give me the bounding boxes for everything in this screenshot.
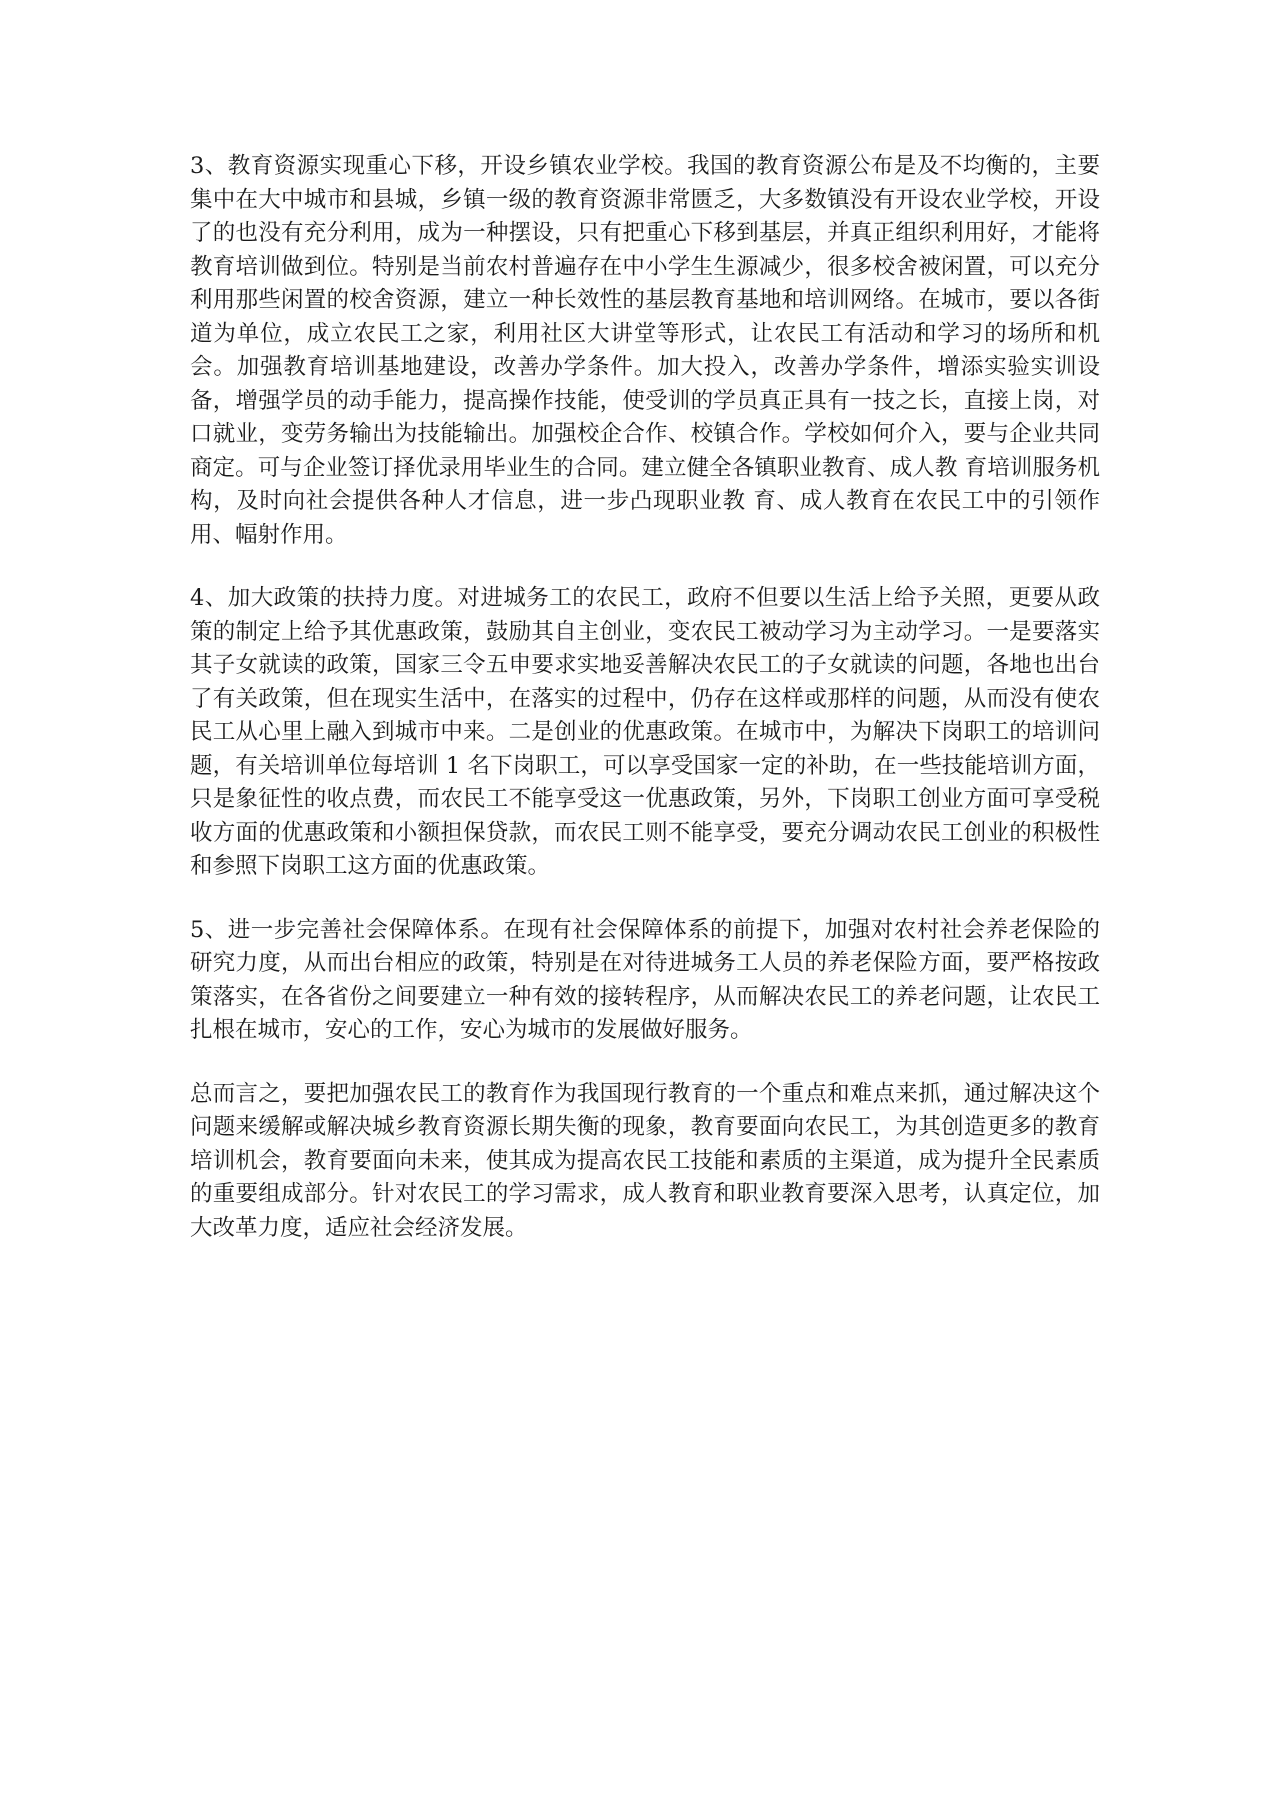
paragraph-4-policy-support: 4、加大政策的扶持力度。对进城务工的农民工，政府不但要以生活上给予关照，更要从政策的制定上给予其优惠政策，鼓励其自主创业，变农民工被动学习为主动学习。一是要落实其子女就读的政策，国家三令五申要求实地妥善解决农民工的子女就读的问题，各地也出台了有关政策，但在现实生活中，在落实的过程中，仍存在这样或那样的问题，从而没有使农民工从心里上融入到城市中来。二是创业的优惠政策。在城市中，为解决下岗职工的培训问题，有关培训单位每培训 1 名下岗职工，可以享受国家一定的补助，在一些技能培训方面，只是象征性的收点费，而农民工不能享受这一优惠政策，另外，下岗职工创业方面可享受税收方面的优惠政策和小额担保贷款，而农民工则不能享受，要充分调动农民工创业的积极性和参照下岗职工这方面的优惠政策。 bbox=[190, 585, 1100, 879]
document-body bbox=[190, 150, 1100, 1275]
paragraph-3-education-resources: 3、教育资源实现重心下移，开设乡镇农业学校。我国的教育资源公布是及不均衡的，主要集中在大中城市和县城，乡镇一级的教育资源非常匮乏，大多数镇没有开设农业学校，开设了的也没有充分利用，成为一种摆设，只有把重心下移到基层，并真正组织利用好，才能将教育培训做到位。特别是当前农村普遍存在中小学生生源减少，很多校舍被闲置，可以充分利用那些闲置的校舍资源，建立一种长效性的基层教育基地和培训网络。在城市，要以各街道为单位，成立农民工之家，利用社区大讲堂等形式，让农民工有活动和学习的场所和机会。加强教育培训基地建设，改善办学条件。加大投入，改善办学条件，增添实验实训设备，增强学员的动手能力，提高操作技能，使受训的学员真正具有一技之长，直接上岗，对口就业，变劳务输出为技能输出。加强校企合作、校镇合作。学校如何介入，要与企业共同商定。可与企业签订择优录用毕业生的合同。建立健全各镇职业教育、成人教 育培训服务机构，及时向社会提供各种人才信息，进一步凸现职业教 育、成人教育在农民工中的引领作用、幅射作用。 bbox=[190, 153, 1100, 548]
paragraph-conclusion: 总而言之，要把加强农民工的教育作为我国现行教育的一个重点和难点来抓，通过解决这个问题来缓解或解决城乡教育资源长期失衡的现象，教育要面向农民工，为其创造更多的教育培训机会，教育要面向未来，使其成为提高农民工技能和素质的主渠道，成为提升全民素质的重要组成部分。针对农民工的学习需求，成人教育和职业教育要深入思考，认真定位，加大改革力度，适应社会经济发展。 bbox=[190, 1080, 1100, 1241]
paragraph-5-social-security: 5、进一步完善社会保障体系。在现有社会保障体系的前提下，加强对农村社会养老保险的研究力度，从而出台相应的政策，特别是在对待进城务工人员的养老保险方面，要严格按政策落实，在各省份之间要建立一种有效的接转程序，从而解决农民工的养老问题，让农民工扎根在城市，安心的工作，安心为城市的发展做好服务。 bbox=[190, 916, 1100, 1043]
